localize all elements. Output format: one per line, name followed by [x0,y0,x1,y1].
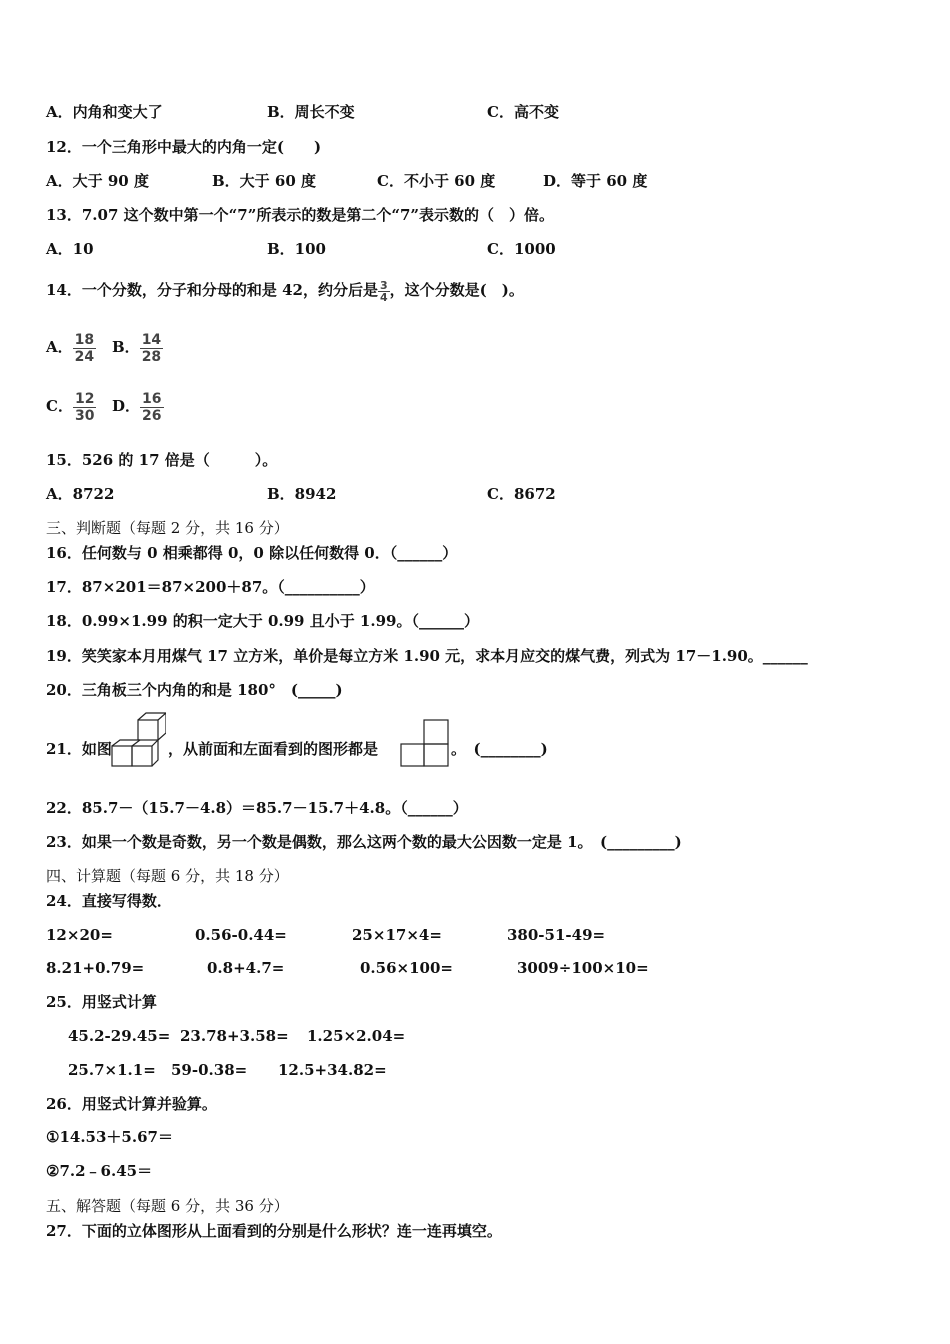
q13-stem: 13．7.07 这个数中第一个“7”所表示的数是第二个“7”表示数的（ ）倍。 [46,206,555,224]
q24-item: 0.56-0.44= [195,926,287,944]
frac-num: 18 [74,331,95,348]
q14-option-a [46,327,96,367]
q12-stem: 12．一个三角形中最大的内角一定( ) [46,138,322,156]
q17: 17．87×201＝87×200＋87。（__________） [46,578,375,596]
frac-den: 24 [74,348,95,365]
q16: 16．任何数与 0 相乘都得 0，0 除以任何数得 0．（______） [46,544,458,562]
q24-item: 8.21+0.79= [46,959,145,977]
view-shape-figure [400,718,450,768]
q25-item: 25.7×1.1= [68,1061,156,1079]
q21-pre: 21．如图 [46,740,112,758]
q14-option-d [112,386,164,426]
q12-option-c: C．不小于 60 度 [377,172,496,190]
section-3-heading: 三、判断题（每题 2 分，共 16 分） [46,519,289,537]
q24-item: 25×17×4= [352,926,442,944]
q21-post: 。 (________) [451,740,548,758]
q14-option-c-frac [73,391,96,424]
q25-item: 59-0.38= [171,1061,248,1079]
q12-option-b: B．大于 60 度 [212,172,316,190]
q24-item: 12×20= [46,926,113,944]
frac-den: 30 [74,407,95,424]
q18: 18．0.99×1.99 的积一定大于 0.99 且小于 1.99。（______） [46,612,479,630]
q11-option-b: B．周长不变 [267,103,355,121]
q13-option-b: B．100 [267,240,326,258]
q14-fraction-num: 3 [379,278,388,292]
q14-option-b-frac [140,332,163,365]
q19: 19．笑笑家本月用煤气 17 立方米，单价是每立方米 1.90 元，求本月应交的煤气费，列式为 17－1.90。______ [46,647,808,665]
q12-option-d: D．等于 60 度 [543,172,648,190]
section-4-heading: 四、计算题（每题 6 分，共 18 分） [46,867,289,885]
q26-item-2: ②7.2﹣6.45＝ [46,1162,153,1180]
q14-option-b-label: B． [112,338,140,356]
q15-option-a: A．8722 [46,485,115,503]
q22: 22．85.7－（15.7－4.8）＝85.7－15.7＋4.8。（______） [46,799,468,817]
q14-option-a-frac [73,332,96,365]
q21-mid: ，从前面和左面看到的图形都是 [168,740,379,758]
q12-option-a: A．大于 90 度 [46,172,149,190]
q23: 23．如果一个数是奇数，另一个数是偶数，那么这两个数的最大公因数一定是 1。 (_________) [46,833,682,851]
frac-num: 12 [74,390,95,407]
q14-option-b [112,327,163,367]
q15-option-c: C．8672 [487,485,556,503]
q14-stem-pre: 14．一个分数，分子和分母的和是 42，约分后是 [46,281,378,299]
q14-option-d-frac [140,391,163,424]
q13-option-a: A．10 [46,240,94,258]
q27: 27．下面的立体图形从上面看到的分别是什么形状？连一连再填空。 [46,1222,502,1240]
q11-option-a: A．内角和变大了 [46,103,163,121]
q26-stem: 26．用竖式计算并验算。 [46,1095,217,1113]
section-5-heading: 五、解答题（每题 6 分，共 36 分） [46,1197,289,1215]
q24-stem: 24．直接写得数． [46,892,172,910]
q20: 20．三角板三个内角的和是 180° (_____) [46,681,343,699]
q13-option-c: C．1000 [487,240,556,258]
frac-num: 16 [142,390,162,407]
q14-stem-post: ，这个分数是( )。 [389,281,524,299]
q24-item: 0.56×100= [360,959,453,977]
q25-item: 1.25×2.04= [307,1027,406,1045]
frac-num: 14 [141,331,162,348]
cube-stack-figure [110,710,166,768]
q15-stem: 15．526 的 17 倍是（ ）。 [46,451,278,469]
q24-item: 0.8+4.7= [207,959,285,977]
q25-item: 12.5+34.82= [278,1061,387,1079]
q25-item: 45.2-29.45= [68,1027,171,1045]
q15-option-b: B．8942 [267,485,337,503]
q11-option-c: C．高不变 [487,103,559,121]
q24-item: 380-51-49= [507,926,606,944]
q24-item: 3009÷100×10= [517,959,649,977]
q26-item-1: ①14.53＋5.67＝ [46,1128,173,1146]
q14-stem [46,268,524,312]
q14-fraction [378,280,390,303]
q14-option-d-label: D． [112,397,141,415]
frac-den: 28 [141,348,162,365]
q14-option-c [46,386,96,426]
q25-item: 23.78+3.58= [180,1027,289,1045]
q14-option-c-label: C． [46,397,73,415]
q14-fraction-den: 4 [379,290,388,304]
q14-option-a-label: A． [46,338,73,356]
q25-stem: 25．用竖式计算 [46,993,157,1011]
frac-den: 26 [142,407,162,424]
